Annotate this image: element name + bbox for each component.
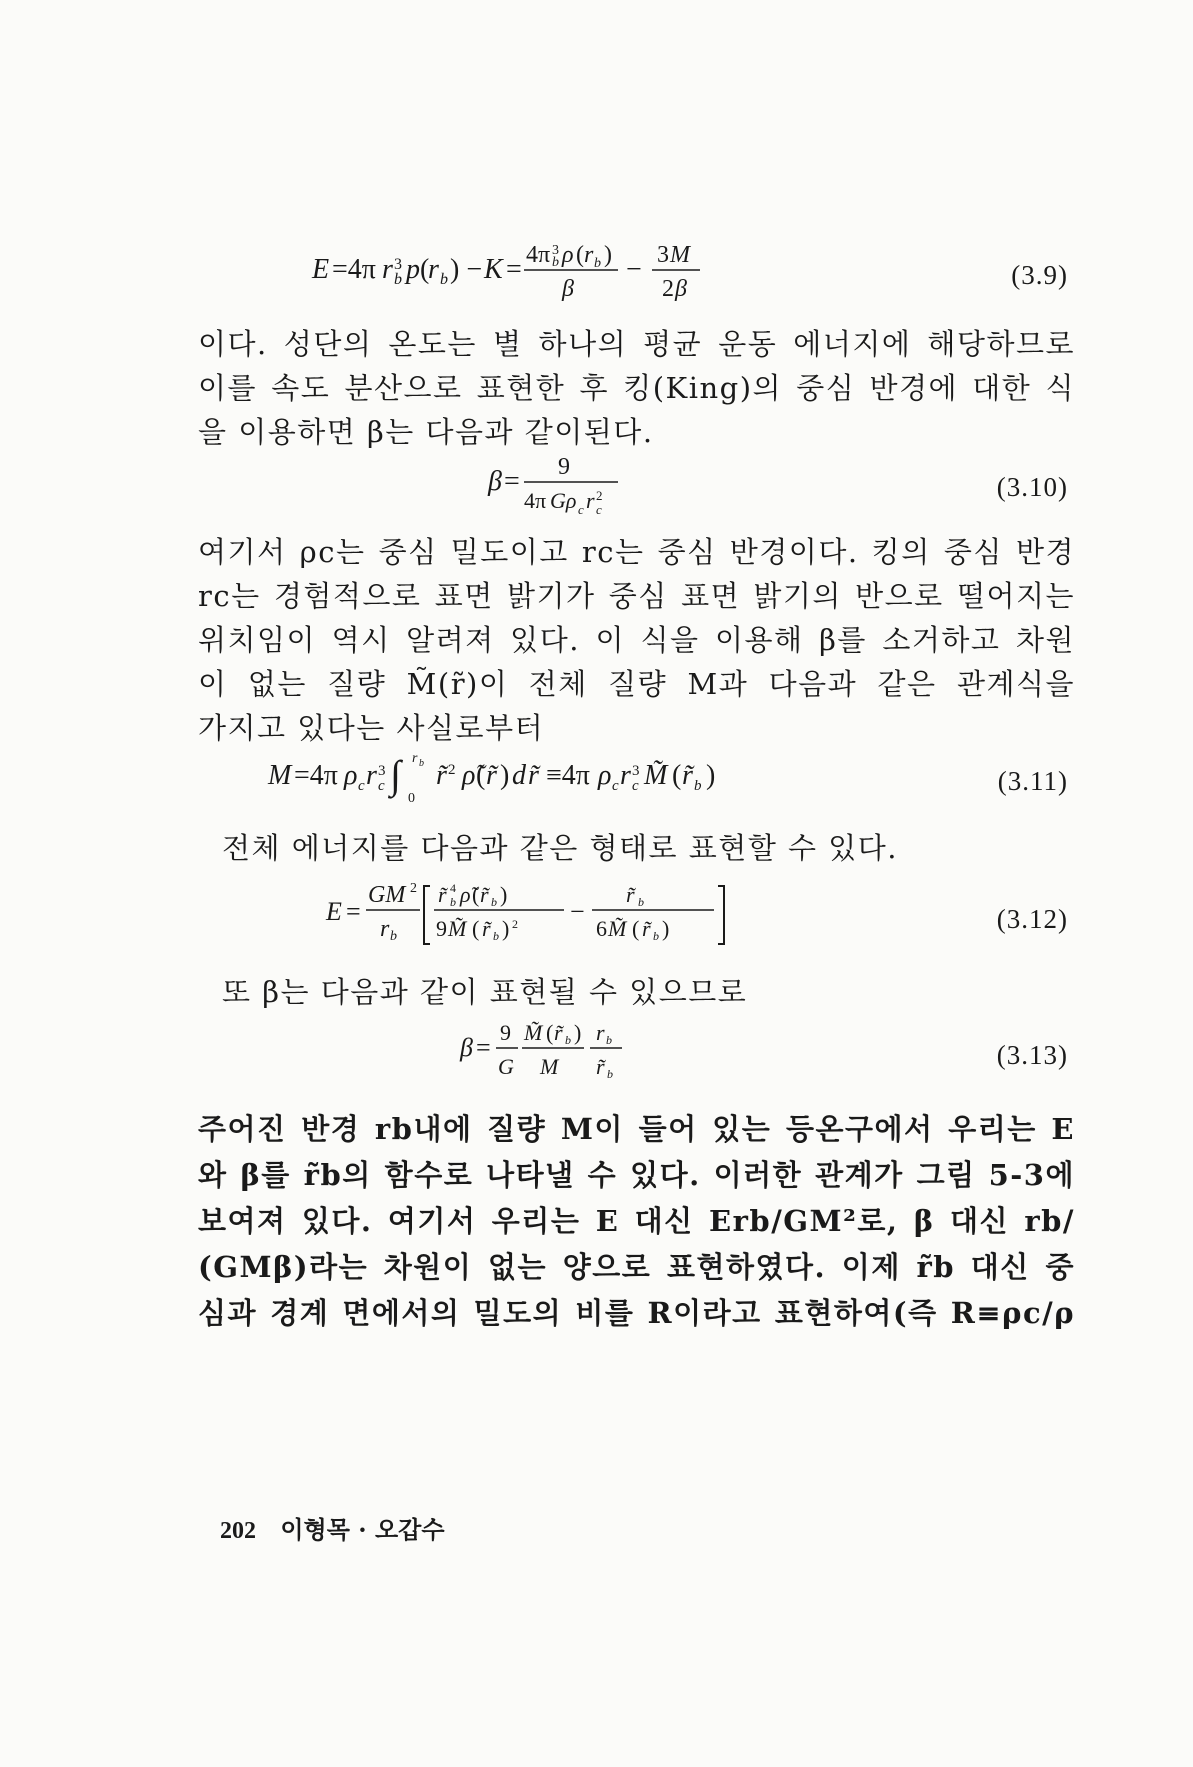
svg-text:): ): [662, 916, 670, 941]
svg-text:3: 3: [394, 256, 402, 273]
svg-text:=: =: [506, 254, 522, 285]
equation-3-11: [268, 748, 798, 816]
svg-text:4π: 4π: [524, 488, 547, 513]
svg-text:3: 3: [632, 763, 640, 779]
svg-text:): ): [604, 242, 612, 268]
svg-text:(: (: [576, 242, 584, 268]
svg-text:(: (: [420, 254, 430, 285]
svg-text:r̃: r̃: [486, 760, 497, 791]
equation-3-13-render: [460, 1020, 680, 1084]
paragraph-5: [198, 1106, 1075, 1336]
svg-text:b: b: [390, 929, 397, 944]
equation-3-13: [460, 1020, 680, 1092]
equation-3-12: [326, 878, 746, 962]
svg-text:b: b: [694, 778, 702, 794]
svg-text:p: p: [406, 254, 420, 285]
svg-text:M: M: [540, 1054, 559, 1079]
text-line: 와 β를 r̃b의 함수로 나타낼 수 있다. 이러한 관계가 그림 5-3에: [198, 1158, 1075, 1192]
svg-text:c: c: [378, 778, 385, 794]
svg-text:c: c: [358, 778, 365, 794]
svg-text:=: =: [346, 897, 361, 926]
svg-text:=4π: =4π: [294, 760, 338, 791]
svg-text:r: r: [412, 751, 418, 766]
equation-3-10: [488, 454, 628, 526]
equation-3-12-render: [326, 878, 746, 954]
paragraph-4: [222, 970, 1082, 1014]
text-line: (GMβ)라는 차원이 없는 양으로 표현하였다. 이제 r̃b 대신 중: [198, 1250, 1075, 1284]
svg-text:M̃: M̃: [608, 916, 627, 941]
svg-text:): ): [500, 760, 510, 791]
svg-text:2: 2: [596, 488, 603, 503]
svg-text:b: b: [440, 271, 448, 288]
svg-text:b: b: [419, 758, 424, 769]
svg-text:b: b: [491, 895, 497, 909]
svg-text:=: =: [476, 1033, 491, 1062]
svg-text:2: 2: [410, 881, 417, 896]
svg-text:6: 6: [596, 916, 607, 941]
svg-text:ρ̃: ρ̃: [462, 760, 476, 791]
svg-text:b: b: [607, 1067, 613, 1081]
svg-text:c: c: [632, 778, 639, 794]
svg-text:=: =: [504, 466, 520, 497]
svg-text:=4π: =4π: [332, 254, 376, 285]
svg-text:(: (: [632, 916, 640, 941]
svg-text:−: −: [570, 897, 585, 926]
svg-text:(: (: [472, 916, 480, 941]
svg-text:G: G: [498, 1054, 514, 1079]
svg-text:M: M: [268, 760, 292, 791]
text-line: 위치임이 역시 알려져 있다. 이 식을 이용해 β를 소거하고 차원: [198, 623, 1075, 657]
svg-text:β: β: [675, 276, 687, 302]
svg-text:3: 3: [657, 242, 669, 268]
svg-text:2: 2: [662, 276, 674, 302]
svg-text:b: b: [565, 1033, 571, 1047]
svg-text:0: 0: [408, 791, 415, 806]
equation-3-9-render: [312, 244, 772, 300]
text-line: rc는 경험적으로 표면 밝기가 중심 표면 밝기의 반으로 떨어지는: [198, 579, 1075, 613]
text-line: 심과 경계 면에서의 밀도의 비를 R이라고 표현하여(즉 R≡ρc/ρ: [198, 1296, 1075, 1330]
svg-text:c: c: [578, 502, 584, 517]
svg-text:M̃: M̃: [524, 1020, 543, 1045]
page-number: 202: [220, 1518, 256, 1544]
svg-text:): ): [706, 760, 716, 791]
svg-text:r: r: [596, 1020, 605, 1045]
text-line: 이 없는 질량 M̃(r̃)이 전체 질량 M과 다음과 같은 관계식을: [198, 667, 1075, 701]
footer-authors: 이형목 · 오갑수: [280, 1515, 445, 1544]
svg-text:M̃: M̃: [448, 916, 467, 941]
svg-text:GM: GM: [368, 882, 406, 908]
svg-text:b: b: [653, 929, 659, 943]
svg-text:(: (: [472, 882, 480, 907]
svg-text:b: b: [638, 895, 644, 909]
svg-text:b: b: [594, 256, 601, 271]
equation-number-3-10: (3.10): [996, 472, 1068, 502]
text-line: 보여져 있다. 여기서 우리는 E 대신 Erb/GM²로, β 대신 rb/: [198, 1204, 1075, 1238]
svg-text:9: 9: [500, 1020, 511, 1045]
text-line: 을 이용하면 β는 다음과 같이된다.: [198, 415, 654, 449]
svg-text:) −: ) −: [450, 254, 483, 285]
svg-text:r̃: r̃: [596, 1054, 605, 1079]
svg-text:r: r: [428, 254, 439, 285]
equation-number-3-13: (3.13): [996, 1040, 1068, 1070]
svg-text:r̃: r̃: [682, 760, 693, 791]
svg-text:E: E: [326, 897, 342, 926]
svg-text:9: 9: [558, 454, 570, 480]
svg-text:−: −: [626, 254, 642, 285]
text-line: 주어진 반경 rb내에 질량 M이 들어 있는 등온구에서 우리는 E: [198, 1112, 1075, 1146]
text-line: 가지고 있다는 사실로부터: [198, 711, 545, 745]
svg-text:(: (: [546, 1020, 554, 1045]
svg-text:b: b: [394, 271, 402, 288]
svg-text:≡4π: ≡4π: [546, 760, 590, 791]
svg-text:r̃: r̃: [436, 760, 447, 791]
equation-3-9: [312, 244, 772, 308]
text-line: 전체 에너지를 다음과 같은 형태로 표현할 수 있다.: [222, 831, 899, 865]
svg-text:b: b: [450, 895, 456, 909]
svg-text:r̃: r̃: [554, 1020, 563, 1045]
svg-text:r: r: [586, 488, 595, 513]
svg-text:c: c: [612, 778, 619, 794]
text-line: 여기서 ρc는 중심 밀도이고 rc는 중심 반경이다. 킹의 중심 반경: [198, 535, 1075, 569]
text-line: 이다. 성단의 온도는 별 하나의 평균 운동 에너지에 해당하므로: [198, 327, 1075, 361]
svg-text:b: b: [493, 929, 499, 943]
svg-text:b: b: [552, 255, 559, 270]
svg-text:ρ: ρ: [598, 760, 612, 791]
svg-text:r̃: r̃: [642, 916, 651, 941]
svg-text:r: r: [584, 242, 594, 268]
equation-number-3-11: (3.11): [997, 766, 1068, 796]
svg-text:2: 2: [512, 917, 518, 931]
svg-text:E: E: [312, 254, 330, 285]
svg-text:): ): [500, 882, 508, 907]
svg-text:3: 3: [552, 243, 559, 258]
svg-text:r: r: [620, 760, 631, 791]
svg-text:4: 4: [450, 881, 456, 895]
equation-number-3-9: (3.9): [1011, 260, 1068, 290]
svg-text:r̃: r̃: [482, 916, 491, 941]
svg-text:r: r: [380, 916, 390, 942]
svg-text:K: K: [484, 254, 503, 285]
svg-text:r̃: r̃: [438, 882, 447, 907]
page-footer: [220, 1510, 445, 1545]
equation-3-10-render: [488, 454, 628, 518]
paragraph-2: [198, 530, 1075, 750]
svg-text:β: β: [488, 466, 502, 497]
equation-number-3-12: (3.12): [996, 904, 1068, 934]
svg-text:r: r: [382, 254, 393, 285]
svg-text:r̃: r̃: [528, 760, 539, 791]
svg-text:β: β: [562, 276, 574, 302]
svg-text:(: (: [476, 760, 486, 791]
svg-text:): ): [502, 916, 510, 941]
svg-text:2: 2: [448, 762, 456, 778]
svg-text:M: M: [670, 242, 690, 268]
svg-text:3: 3: [378, 763, 386, 779]
svg-text:r̃: r̃: [626, 882, 635, 907]
svg-text:∫: ∫: [390, 752, 401, 797]
paragraph-3: [222, 826, 1082, 870]
svg-text:ρ: ρ: [344, 760, 358, 791]
svg-text:r̃: r̃: [480, 882, 489, 907]
equation-3-11-render: [268, 748, 798, 808]
svg-text:4π: 4π: [526, 242, 551, 268]
svg-text:r: r: [366, 760, 377, 791]
text-line: 이를 속도 분산으로 표현한 후 킹(King)의 중심 반경에 대한 식: [198, 371, 1075, 405]
svg-text:c: c: [596, 502, 602, 517]
svg-text:Gρ: Gρ: [550, 488, 577, 513]
paragraph-1: [198, 322, 1075, 454]
text-line: 또 β는 다음과 같이 표현될 수 있으므로: [222, 975, 748, 1009]
svg-text:ρ̃: ρ̃: [460, 882, 471, 907]
svg-text:(: (: [672, 760, 682, 791]
svg-text:ρ: ρ: [562, 242, 574, 268]
svg-text:M̃: M̃: [644, 760, 668, 791]
svg-text:β: β: [460, 1033, 473, 1062]
svg-text:9: 9: [436, 916, 447, 941]
svg-text:): ): [574, 1020, 582, 1045]
svg-text:d: d: [512, 760, 526, 791]
svg-text:b: b: [606, 1033, 612, 1047]
